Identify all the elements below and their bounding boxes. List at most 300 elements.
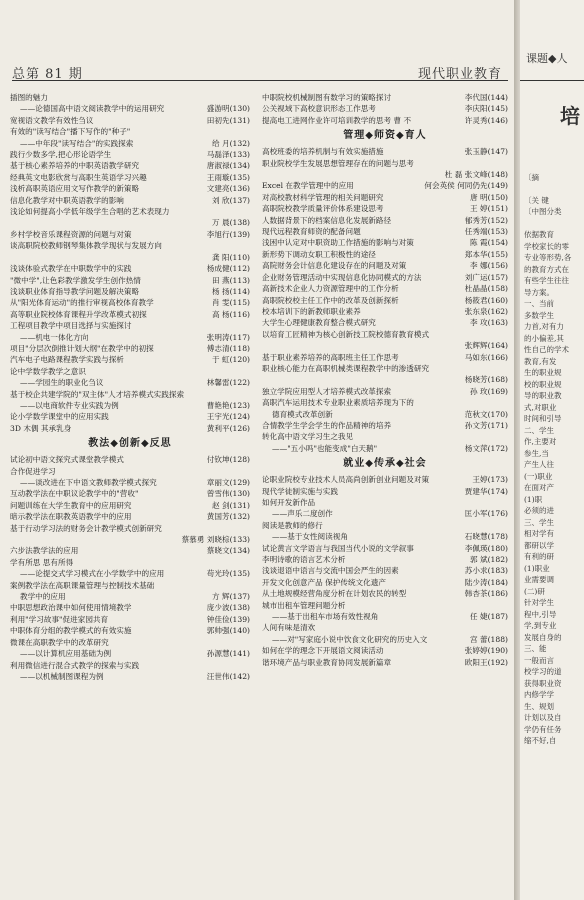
entry-author-page: 唐淑禄(134) (206, 161, 250, 171)
entry-title: 经典英文电影欣赏与高职生英语学习兴趣 (10, 172, 147, 182)
section-heading: 管理◆师资◆育人 (343, 130, 427, 142)
facing-page-line: 业需要调 (524, 575, 554, 584)
facing-page-line: 学仍有任务 (524, 724, 562, 734)
entry-author-page: 张东泉(162) (464, 306, 508, 316)
entry-author-page: 钟佳俭(139) (206, 614, 250, 624)
entry-title: 学有所思 思有所得 (10, 557, 74, 567)
entry-author-page: 张明涛(117) (206, 332, 250, 342)
facing-page-line: 多数学生 (524, 310, 554, 320)
toc-entry (10, 637, 250, 648)
entry-title: 论职业院校专业技术人员高尚创新创业问题及对策 (262, 475, 430, 485)
facing-page-line: 力首,对有力 (524, 322, 564, 331)
facing-page-line: (二)研 (524, 586, 545, 596)
entry-title: "微中学",让色彩教学激发学生创作热情 (10, 275, 141, 285)
toc-entry (262, 645, 508, 656)
toc-entry (10, 454, 250, 465)
entry-author-page: 张婷婷(190) (464, 646, 508, 656)
facing-page-line (524, 758, 584, 770)
facing-page-line: 作,主要对 (524, 437, 557, 446)
entry-title: 插图的魅力 (10, 93, 48, 102)
toc-entry (262, 146, 508, 157)
section-heading: 教法◆创新◆反思 (88, 438, 172, 450)
toc-entry (10, 343, 250, 354)
entry-author-page: 黄国芳(132) (206, 512, 250, 522)
toc-entry (10, 671, 250, 682)
facing-page-line: 产生人往 (524, 460, 554, 469)
toc-entry (262, 192, 508, 203)
entry-author-page: 马如东(166) (464, 352, 508, 362)
entry-title: 教学中的应用 (20, 592, 66, 602)
entry-author-page: 宫 蕾(188) (469, 634, 508, 644)
facing-page-line: 学校家长的零 (524, 241, 569, 251)
facing-page-line: 必须的进 (524, 506, 554, 515)
facing-page-line: 依据教育 (524, 230, 554, 239)
entry-author-page: 方 辉(137) (211, 592, 250, 602)
facing-page-line: 二、学生 (524, 425, 554, 435)
entry-title: 项目"分层次倒推计划大纲"在教学中的初探 (10, 343, 154, 353)
toc-entry (262, 180, 508, 191)
entry-author-page: 万 晨(138) (211, 218, 250, 228)
toc-entry (10, 332, 250, 343)
facing-page-line: 计划以及自 (524, 713, 562, 722)
journal-name: 现代职业教育 (417, 67, 502, 82)
entry-author-page: 李庆阳(145) (464, 104, 508, 114)
entry-title: 公关视域下高校意识形态工作思考 (262, 104, 376, 114)
entry-author-page: 孙文芳(171) (464, 420, 508, 430)
entry-title: 谐环境产品与职业教育协同发展新篇章 (262, 657, 392, 667)
facing-page-line: (1)职业 (524, 563, 550, 573)
toc-entry (10, 477, 250, 488)
facing-page-line: 在面对产 (524, 483, 554, 492)
entry-author-page: 林馨雷(122) (206, 378, 250, 388)
entry-author-page: 曹艳艳(123) (206, 400, 250, 410)
entry-title: 问题训练在大学生教育中的应用研究 (10, 500, 132, 510)
facing-page-line: 学,到专业 (524, 621, 557, 630)
toc-entry (10, 309, 250, 320)
entry-title: 浅谈职业体育指导教学问题及解决策略 (10, 286, 140, 296)
toc-entry (262, 497, 508, 508)
toc-entry (262, 203, 508, 214)
entry-title: 校本培训下的新教师职业素养 (262, 306, 361, 316)
toc-entry (262, 622, 508, 633)
entry-title: 基于职业素养培养的高职班主任工作思考 (262, 352, 399, 362)
entry-title: ——论德国高中语文阅读教学中的运用研究 (20, 104, 165, 114)
entry-title: 职业院校学生发展思想管理存在的问题与思考 (262, 158, 414, 168)
toc-entry (10, 206, 250, 217)
toc-entry (10, 545, 250, 556)
toc-entry (10, 92, 250, 103)
toc-entry (10, 602, 250, 613)
entry-title: 浅谈退语中语言与交流中国会严生的因素 (262, 566, 399, 576)
toc-entry (262, 374, 508, 385)
entry-title: 高院财务会计信息化建设存在的问题及对策 (262, 261, 407, 271)
toc-entry (10, 466, 250, 477)
entry-title: ——谈改进在下中语文教师教学模式探究 (20, 478, 157, 487)
entry-title: ——对"写家庭小说中饮食文化研究的历史入文 (272, 634, 428, 644)
entry-author-page: 任秀端(153) (464, 227, 508, 237)
facing-page-line: 专业等形势,各 (524, 253, 572, 262)
entry-title: 基于行动学习法的财务会计教学模式创新研究 (10, 523, 162, 533)
entry-title: 从土地规模经营角度分析在计划农民的转型 (262, 589, 407, 599)
facing-page-line: 缩不好,自 (524, 736, 557, 745)
facing-page-line: 程中,引导 (524, 609, 557, 619)
entry-author-page: 孙 玫(169) (469, 386, 508, 396)
entry-author-page: 孙源慧(141) (206, 649, 250, 659)
entry-title: 企业财务管理活动中实现信息化协同模式的方法 (262, 272, 422, 282)
toc-entry (262, 340, 508, 351)
toc-entry (10, 149, 250, 160)
toc-entry (10, 389, 250, 400)
toc-entry (262, 386, 508, 397)
entry-title: 阅读是教师的修行 (262, 520, 323, 530)
entry-author-page: 给 月(132) (211, 138, 250, 148)
facing-page-line (524, 160, 584, 172)
toc-column-left (10, 92, 250, 682)
section-heading: 就业◆传承◆社会 (343, 458, 427, 470)
facing-page-line: 一、当前 (524, 299, 554, 308)
entry-author-page: 杨筱君(160) (464, 295, 508, 305)
entry-title: 基于核心素养培养的中职英语教学研究 (10, 161, 140, 171)
entry-title: 以培育工匠精神为核心创新技工院校德育教育模式 (262, 329, 430, 339)
entry-author-page: 郑本华(155) (464, 249, 508, 259)
toc-entry (10, 377, 250, 388)
entry-title: 中职院校机械制图有数学习的策略探讨 (262, 93, 392, 102)
facing-page (520, 0, 584, 900)
toc-entry (262, 158, 508, 169)
entry-author-page: 苏小求(183) (464, 566, 508, 576)
facing-page-line: (一)职业 (524, 471, 553, 481)
entry-title: 转化高中语文学习生之我见 (262, 432, 354, 442)
entry-title: 试论黄言文学语言与我国当代小说的文学叙事 (262, 543, 414, 553)
entry-title: ——"五小吗"也能变成"白天鹅" (272, 443, 378, 453)
entry-author-page: 李 娜(156) (469, 261, 508, 271)
toc-entry (262, 543, 508, 554)
toc-entry (262, 565, 508, 576)
facing-page-title: 培 (560, 104, 580, 128)
toc-entry (262, 600, 508, 611)
entry-author-page: 王雨璇(135) (206, 172, 250, 182)
toc-entry (10, 568, 250, 579)
entry-author-page: 张玉静(147) (464, 147, 508, 157)
toc-entry (10, 614, 250, 625)
entry-title: 现代学徒制实施与实践 (262, 486, 338, 496)
toc-entry (10, 126, 250, 137)
entry-title: 中职体育分组的教学模式的有效实施 (10, 626, 132, 636)
entry-title: 如何在学的理念下开展语文阅读活动 (262, 646, 384, 656)
entry-author-page: 田 燕(113) (211, 275, 250, 285)
entry-title: ——论提交式学习模式在小学数学中的应用 (20, 569, 165, 579)
entry-title: ——以机械制图课程为例 (20, 671, 104, 681)
entry-title: 浅谈体验式教学在中职数学中的实践 (10, 264, 132, 274)
entry-title: 人间有味是清欢 (262, 623, 316, 633)
entry-author-page: 高 杨(116) (211, 309, 250, 319)
toc-entry (10, 240, 250, 251)
entry-author-page: 刘 欣(137) (211, 195, 250, 205)
facing-page-line: 〔关 键 (524, 195, 549, 205)
entry-title: 中职思想政治课中如何使用情境教学 (10, 603, 132, 613)
entry-title: ——基于女性阅读视角 (272, 532, 348, 542)
toc-entry (262, 474, 508, 485)
entry-author-page: 王 婷(151) (469, 204, 508, 214)
toc-entry (10, 488, 250, 499)
facing-page-line: 相对学有 (524, 529, 554, 538)
entry-author-page: 汪世伟(142) (206, 671, 250, 681)
entry-author-page: 陆少涛(184) (464, 577, 508, 587)
facing-page-rule (520, 80, 584, 81)
entry-title: 六步法教学法的应用 (10, 546, 79, 556)
entry-author-page: 付钦坤(128) (206, 455, 250, 465)
facing-page-line: 性自己的学术 (524, 345, 569, 354)
entry-author-page: 杜晶晶(158) (464, 284, 508, 294)
entry-title: 新形势下调动女职工积极性的途径 (262, 249, 376, 259)
entry-title: 汽车电子电路课程教学实践与探析 (10, 355, 124, 365)
toc-entry (262, 409, 508, 420)
toc-entry (262, 249, 508, 260)
toc-entry (262, 260, 508, 271)
toc-entry (10, 625, 250, 636)
toc-entry (10, 660, 250, 671)
entry-author-page: 杨 扬(114) (211, 286, 250, 296)
toc-entry (262, 443, 508, 454)
entry-title: 大学生心理健康教育整合模式研究 (262, 318, 376, 328)
entry-author-page: 郭 斌(182) (469, 555, 508, 565)
entry-author-page: 龚 阳(110) (211, 252, 250, 262)
facing-page-line: 〔中图分类 (524, 207, 562, 216)
entry-author-page: 唐 明(150) (469, 192, 508, 202)
toc-entry (10, 252, 250, 263)
facing-page-line: 〔摘 (524, 172, 539, 182)
toc-entry (262, 169, 508, 180)
toc-entry (262, 611, 508, 622)
entry-author-page: 蔡慕勇 刘晓棕(133) (181, 535, 250, 545)
facing-page-line: 校学习的道 (524, 667, 562, 676)
toc-entry (10, 286, 250, 297)
facing-page-line: 式,对职业 (524, 402, 557, 412)
entry-author-page: 赵 剑(131) (211, 500, 250, 510)
entry-title: 利用微信进行混合式教学的探索与实践 (10, 660, 140, 670)
toc-entry (262, 237, 508, 248)
toc-entry (262, 420, 508, 431)
entry-author-page: 匡小军(176) (464, 509, 508, 519)
entry-title: 高职汽车运用技术专业职业素质培养现为下的 (262, 398, 414, 408)
toc-entry (262, 283, 508, 294)
issue-number: 总第 81 期 (12, 67, 83, 82)
entry-title: ——以计算机应用基础为例 (20, 649, 112, 659)
entry-title: 互动教学法在中职议论教学中的"营收" (10, 489, 139, 499)
toc-entry (10, 183, 250, 194)
facing-page-line: 校的职业规 (524, 379, 562, 389)
entry-title: 高校班委的培养机制与有效实施措施 (262, 147, 384, 157)
toc-entry (262, 588, 508, 599)
toc-entry (10, 115, 250, 126)
toc-entry (262, 226, 508, 237)
toc-entry (262, 657, 508, 668)
entry-title: 合作促进学习 (10, 466, 56, 476)
entry-author-page: 章丽文(129) (206, 478, 250, 487)
facing-page-line: 内修学学 (524, 690, 554, 699)
toc-entry (10, 263, 250, 274)
entry-title: 工程项目教学中项目选择与实施探讨 (10, 321, 132, 331)
facing-page-line: 都研以学 (524, 540, 554, 550)
entry-title: 谈高职院校教师钢琴集体教学现状与发展方向 (10, 241, 162, 251)
toc-entry (262, 329, 508, 340)
toc-entry (262, 508, 508, 519)
facing-page-text (524, 160, 584, 770)
entry-title: 试论初中语文探究式课堂教学模式 (10, 455, 124, 465)
facing-page-line: 有些学生往往 (524, 276, 569, 285)
entry-author-page: 范秋文(170) (464, 409, 508, 419)
facing-page-line (524, 183, 584, 195)
toc-entry (262, 115, 508, 126)
entry-title: 乡村学校音乐课程资源的问题与对策 (10, 229, 132, 239)
toc-entry (10, 511, 250, 522)
toc-entry (262, 272, 508, 283)
entry-title: 职业核心能力在高职机械类课程教学中的渗透研究 (262, 363, 430, 373)
facing-page-header: 课题◆人 (526, 52, 568, 65)
toc-entry (262, 363, 508, 374)
entry-author-page: 石晓慧(178) (464, 532, 508, 542)
entry-title: 现代远程教育师资的配备问题 (262, 227, 361, 237)
facing-page-line: 三、能 (524, 644, 547, 653)
entry-author-page: 苟光玲(135) (206, 569, 250, 579)
toc-entry (262, 295, 508, 306)
entry-title: 开发文化创意产品 保护传统文化遗产 (262, 577, 386, 587)
entry-author-page: 张辉辉(164) (464, 341, 508, 351)
facing-page-line: 生、规划 (524, 701, 554, 711)
facing-page-line: 获得职业资 (524, 678, 562, 688)
toc-entry (262, 317, 508, 328)
entry-title: 基于校企共建学院的"双主体"人才培养模式实践探索 (10, 389, 185, 399)
entry-author-page: 陈 霞(154) (469, 238, 508, 248)
entry-title: ——中年段"读写结合"的实践探索 (20, 138, 134, 148)
facing-page-line: 发展自身的 (524, 632, 562, 642)
entry-author-page: 黄利平(126) (206, 423, 250, 433)
entry-title: 3D 木偶 其承乳身 (10, 423, 72, 433)
entry-title: 浅析高职英语应用文写作教学的新策略 (10, 184, 140, 194)
facing-page-line: 参生,当 (524, 448, 549, 458)
entry-title: 浅论如何提高小学低年级学生合唱的艺术表现力 (10, 207, 170, 217)
entry-title: 德育模式改革创新 (272, 409, 333, 419)
facing-page-line: 的小偏差,其 (524, 333, 564, 343)
toc-entry (10, 160, 250, 171)
toc-entry (10, 557, 250, 568)
toc-entry (10, 195, 250, 206)
entry-title: 利用"学习故事"促进家园共育 (10, 614, 109, 624)
entry-title: 从"阳光体育运动"的推行审视高校体育教学 (10, 298, 154, 308)
entry-author-page: 曾雪伟(130) (206, 489, 250, 499)
entry-title: 合情教学生学会学生的作品精神的培养 (262, 420, 392, 430)
entry-title: ——声乐二度创作 (272, 509, 333, 519)
toc-entry (262, 215, 508, 226)
entry-author-page: 王婷(173) (472, 475, 508, 485)
toc-entry (10, 523, 250, 534)
facing-page-line (524, 218, 584, 230)
entry-author-page: 李旭行(139) (206, 229, 250, 239)
entry-author-page: 郭帅强(140) (206, 626, 250, 636)
entry-title: ——机电一体化方向 (20, 332, 89, 342)
entry-author-page: 任 婕(187) (469, 612, 508, 622)
toc-entry (10, 103, 250, 114)
entry-author-page: 韩杏茶(186) (464, 589, 508, 599)
facing-page-line: 三、学生 (524, 517, 554, 527)
toc-entry (10, 229, 250, 240)
entry-author-page: 刘广运(157) (464, 272, 508, 282)
entry-author-page: 何会英侯 何同仍先(149) (424, 181, 508, 191)
entry-title: 高新技术企业人力资源管理中的工作分析 (262, 284, 399, 294)
facing-page-line: (1)职 (524, 494, 543, 504)
entry-author-page: 庞少波(138) (206, 603, 250, 613)
facing-page-line: 的教育方式在 (524, 264, 569, 274)
entry-author-page: 郁秀芳(152) (464, 215, 508, 225)
entry-author-page: 于 虹(120) (211, 355, 250, 365)
toc-entry (10, 366, 250, 377)
facing-page-line: 教育,有发 (524, 356, 557, 366)
entry-title: Excel 在教学管理中的应用 (262, 181, 354, 191)
entry-author-page: 田初先(131) (206, 115, 250, 125)
entry-author-page: 王宇光(124) (206, 412, 250, 422)
entry-title: 案例教学法在高职课量管理与控制技术基础 (10, 580, 155, 590)
entry-title: 高等职业院校体育课程升学改革模式初探 (10, 309, 147, 319)
entry-title: 践行少数多学,把心形论语学生 (10, 150, 112, 160)
toc-entry (262, 577, 508, 588)
entry-author-page: 李代国(144) (464, 93, 508, 102)
toc-entry (10, 411, 250, 422)
entry-author-page: 盛游明(130) (206, 104, 250, 114)
entry-title: ——以电商软件专业实践为例 (20, 400, 119, 410)
toc-entry (10, 500, 250, 511)
toc-entry (10, 297, 250, 308)
entry-title: 宽视语文教学有效性刍议 (10, 115, 94, 125)
toc-entry (10, 591, 250, 602)
toc-entry (262, 634, 508, 645)
entry-title: 高职院校校主任工作中的改革及创新探析 (262, 295, 399, 305)
entry-author-page: 许灵秀(146) (464, 115, 508, 125)
toc-entry (10, 320, 250, 331)
toc-entry (262, 92, 508, 103)
toc-entry (10, 400, 250, 411)
entry-author-page: 杜 磊 张文峰(148) (444, 170, 508, 180)
facing-page-line (524, 747, 584, 759)
facing-page-line: 生的职业规 (524, 368, 562, 377)
entry-title: 李明诗歌的语言艺术分析 (262, 555, 346, 565)
facing-page-line: 时间和引导 (524, 414, 562, 423)
toc-entry (10, 172, 250, 183)
toc-entry (262, 431, 508, 442)
toc-entry (262, 554, 508, 565)
entry-title: ——基于出租车市场有效性视角 (272, 612, 379, 622)
entry-title: 论中学数学教学之意识 (10, 366, 86, 376)
facing-page-line: 导的职业教 (524, 391, 562, 400)
entry-author-page: 傅志清(118) (206, 343, 250, 353)
entry-title: 提高电工进网作业许可培训教学的思考 曹 不 (262, 115, 412, 125)
entry-title: 高职院校教学质量评价体系建设思考 (262, 204, 384, 214)
toc-entry (10, 580, 250, 591)
entry-title: 城市出租车管理问题分析 (262, 600, 346, 610)
entry-title: ——学园生的职业化刍议 (20, 378, 104, 388)
entry-author-page: 李佩瑛(180) (464, 543, 508, 553)
entry-author-page: 李 攻(163) (469, 318, 508, 328)
toc-entry (10, 423, 250, 434)
entry-author-page: 杨晓芳(168) (464, 375, 508, 385)
toc-entry (10, 648, 250, 659)
toc-entry (262, 352, 508, 363)
entry-title: 人数据背景下的档案信息化发展新路径 (262, 215, 392, 225)
toc-entry (10, 217, 250, 228)
entry-author-page: 贾建华(174) (464, 486, 508, 496)
toc-entry (262, 306, 508, 317)
entry-author-page: 杨成健(112) (206, 264, 250, 274)
toc-entry (10, 138, 250, 149)
